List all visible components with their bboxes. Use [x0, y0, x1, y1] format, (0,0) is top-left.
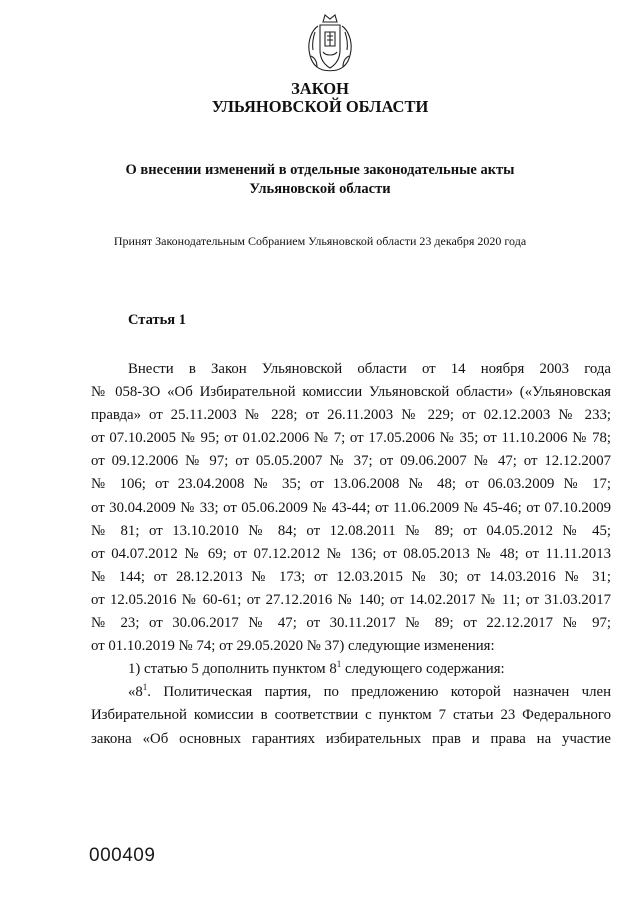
subtitle-line2: Ульяновской области: [249, 181, 391, 197]
article-heading: Статья 1: [128, 312, 186, 328]
body-line: от 07.10.2005 № 95; от 01.02.2006 № 7; от 17.05.2006 № 35; от 11.10.2006 № 78;: [91, 430, 611, 447]
body-line: № 058-ЗО «Об Избирательной комиссии Ульяновской области» («Ульяновская: [91, 384, 611, 401]
body-line: от 09.12.2006 № 97; от 05.05.2007 № 37; от 09.06.2007 № 47; от 12.12.2007: [91, 453, 611, 470]
subtitle-line1: О внесении изменений в отдельные законодательные акты: [125, 162, 515, 178]
quote-line: «$8^1$. Политическая партия, по предложению которой назначен член: [128, 682, 611, 701]
item-1: 1) статью 5 дополнить пунктом $8^1$ следующего содержания:: [128, 659, 505, 678]
law-subtitle: [0, 161, 640, 199]
adoption-note: Принят Законодательным Собранием Ульяновской области 23 декабря 2020 года: [113, 234, 527, 248]
coat-of-arms-icon: [303, 10, 357, 74]
law-title-line1: ЗАКОН: [291, 79, 349, 98]
body-line: от 30.04.2009 № 33; от 05.06.2009 № 43-44; от 11.06.2009 № 45-46; от 07.10.2009: [91, 499, 611, 516]
body-line: Внести в Закон Ульяновской области от 14 ноября 2003 года: [128, 361, 611, 377]
law-title: [0, 80, 640, 116]
body-line: № 81; от 13.10.2010 № 84; от 12.08.2011 № 89; от 04.05.2012 № 45;: [91, 522, 611, 539]
body-line: правда» от 25.11.2003 № 228; от 26.11.2003 № 229; от 02.12.2003 № 233;: [91, 407, 611, 424]
quote-line: закона «Об основных гарантиях избирательных прав и права на участие: [91, 730, 611, 747]
body-line: от 04.07.2012 № 69; от 07.12.2012 № 136; от 08.05.2013 № 48; от 11.11.2013: [91, 545, 611, 562]
quote-line: Избирательной комиссии в соответствии с пунктом 7 статьи 23 Федерального: [91, 707, 611, 724]
body-line: № 23; от 30.06.2017 № 47; от 30.11.2017 № 89; от 22.12.2017 № 97;: [91, 615, 611, 632]
law-title-line2: УЛЬЯНОВСКОЙ ОБЛАСТИ: [211, 97, 429, 116]
document-number-stamp: 000409: [89, 845, 156, 866]
body-line: № 144; от 28.12.2013 № 173; от 12.03.2015 № 30; от 14.03.2016 № 31;: [91, 568, 611, 585]
body-line: от 12.05.2016 № 60-61; от 27.12.2016 № 140; от 14.02.2017 № 11; от 31.03.2017: [91, 591, 611, 608]
body-line: от 01.10.2019 № 74; от 29.05.2020 № 37) следующие изменения:: [91, 638, 495, 655]
article-body: [91, 358, 611, 751]
body-line: № 106; от 23.04.2008 № 35; от 13.06.2008 № 48; от 06.03.2009 № 17;: [91, 476, 611, 493]
